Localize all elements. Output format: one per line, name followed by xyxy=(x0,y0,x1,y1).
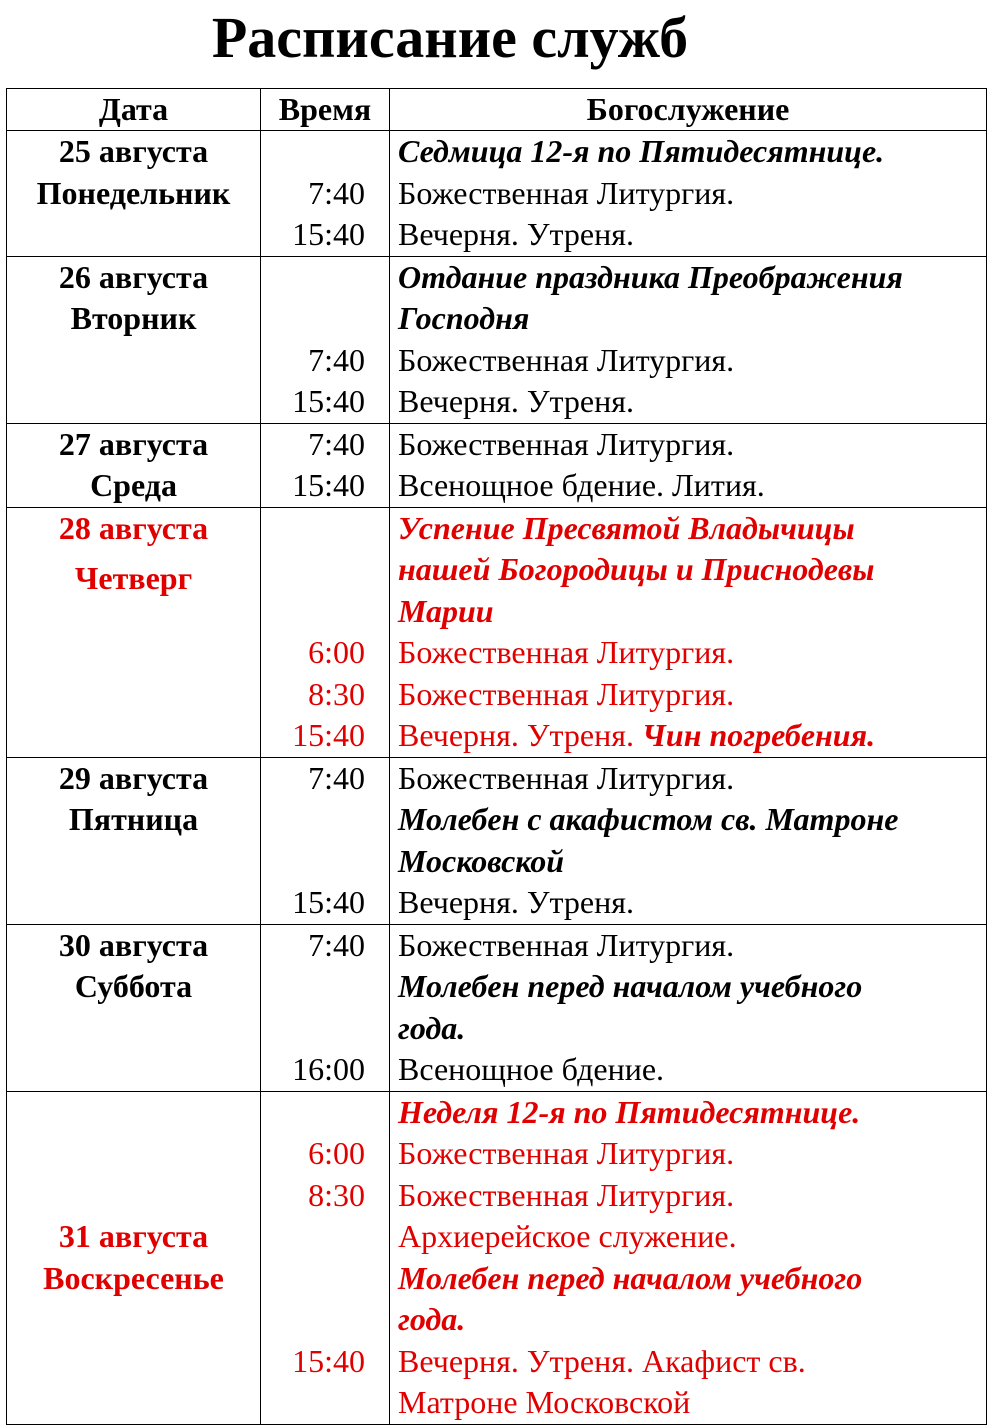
service-time: 7:40 xyxy=(308,926,365,963)
service-text: Вечерня. Утреня. xyxy=(398,884,634,920)
service-text: Вечерня. Утреня. xyxy=(398,216,634,252)
service-time: 15:40 xyxy=(292,216,365,252)
service-text: Божественная Литургия. xyxy=(398,759,735,796)
service-time: 15:40 xyxy=(292,884,365,920)
date-day: 28 августа xyxy=(58,509,209,546)
date-weekday: Вторник xyxy=(70,300,197,336)
service-time xyxy=(261,257,365,299)
service-cell xyxy=(390,1091,987,1424)
service-line xyxy=(398,1049,986,1091)
date-cell xyxy=(7,757,261,924)
service-time: 6:00 xyxy=(308,1135,365,1171)
service-text: нашей Богородицы и Приснодевы xyxy=(398,551,875,587)
service-text: Божественная Литургия. xyxy=(398,341,735,378)
time-cell xyxy=(261,507,390,757)
schedule-table xyxy=(6,88,987,1425)
service-text: Седмица 12-я по Пятидесятнице. xyxy=(398,133,885,169)
service-time xyxy=(261,1092,365,1134)
date-weekday: Пятница xyxy=(68,801,199,837)
time-cell xyxy=(261,423,390,507)
service-text: Вечерня. Утреня. xyxy=(398,717,642,753)
service-line xyxy=(398,1092,986,1134)
schedule-row xyxy=(7,131,987,257)
service-line xyxy=(398,632,986,674)
service-time: 7:40 xyxy=(308,341,365,378)
date-weekday: Понедельник xyxy=(36,174,231,211)
service-time xyxy=(261,1382,365,1424)
service-line xyxy=(398,508,986,550)
service-text: Божественная Литургия. xyxy=(398,926,735,963)
service-line xyxy=(398,882,986,924)
service-cell xyxy=(390,423,987,507)
service-time xyxy=(261,1258,365,1300)
service-time: 7:40 xyxy=(308,174,365,211)
service-time xyxy=(261,131,365,173)
service-line xyxy=(398,465,986,507)
date-day: 30 августа xyxy=(58,926,209,963)
schedule-row xyxy=(7,1091,987,1424)
time-cell xyxy=(261,757,390,924)
date-day: 29 августа xyxy=(58,759,209,796)
service-time: 6:00 xyxy=(308,634,365,670)
date-day: 31 августа xyxy=(58,1218,209,1254)
service-time xyxy=(261,799,365,841)
service-line xyxy=(398,298,986,340)
service-line xyxy=(398,340,986,382)
service-time: 15:40 xyxy=(292,383,365,419)
service-time: 16:00 xyxy=(292,1051,365,1087)
service-time: 7:40 xyxy=(308,759,365,796)
service-time: 7:40 xyxy=(308,425,365,462)
service-line xyxy=(398,549,986,591)
service-text: Божественная Литургия. xyxy=(398,675,735,712)
schedule-row xyxy=(7,507,987,757)
service-text: Марии xyxy=(398,592,494,629)
service-time: 15:40 xyxy=(292,717,365,753)
service-text: Архиерейское служение. xyxy=(398,1218,737,1254)
service-line xyxy=(398,1175,986,1217)
service-line xyxy=(398,257,986,299)
date-day: 27 августа xyxy=(58,425,209,462)
service-line xyxy=(398,1216,986,1258)
service-text: Матроне Московской xyxy=(398,1384,691,1420)
service-line xyxy=(398,1258,986,1300)
service-line xyxy=(398,674,986,716)
service-text-emphasis: Чин погребения. xyxy=(641,717,876,753)
service-line xyxy=(398,966,986,1008)
service-text: Молебен перед началом учебного xyxy=(398,1259,863,1296)
date-cell xyxy=(7,131,261,257)
service-line xyxy=(398,131,986,173)
service-line xyxy=(398,381,986,423)
service-line xyxy=(398,1299,986,1341)
date-weekday: Среда xyxy=(90,467,177,503)
date-cell xyxy=(7,507,261,757)
service-line xyxy=(398,591,986,633)
service-cell xyxy=(390,507,987,757)
date-cell xyxy=(7,924,261,1091)
date-weekday: Четверг xyxy=(74,560,193,596)
service-text: Молебен перед началом учебного xyxy=(398,968,863,1004)
service-text: года. xyxy=(398,1301,466,1337)
service-text: Господня xyxy=(398,300,530,336)
service-line xyxy=(398,799,986,841)
page-title: Расписание служб xyxy=(211,5,689,70)
table-header-row xyxy=(7,89,987,131)
time-cell xyxy=(261,1091,390,1424)
time-cell xyxy=(261,256,390,423)
service-text: Отдание праздника Преображения xyxy=(398,258,903,295)
schedule-row xyxy=(7,757,987,924)
service-text: Всенощное бдение. Лития. xyxy=(398,467,765,503)
service-text: Неделя 12-я по Пятидесятнице. xyxy=(398,1093,861,1130)
service-cell xyxy=(390,924,987,1091)
service-time: 8:30 xyxy=(308,675,365,712)
service-cell xyxy=(390,256,987,423)
schedule-row xyxy=(7,256,987,423)
service-text: Успение Пресвятой Владычицы xyxy=(398,509,855,546)
service-line xyxy=(398,1008,986,1050)
service-text: Вечерня. Утреня. xyxy=(398,383,634,419)
date-day: 26 августа xyxy=(58,258,209,295)
date-cell xyxy=(7,423,261,507)
date-day: 25 августа xyxy=(58,133,209,169)
date-weekday: Суббота xyxy=(74,968,193,1004)
service-text: Божественная Литургия. xyxy=(398,425,735,462)
service-line xyxy=(398,1382,986,1424)
service-text: Московской xyxy=(398,842,565,879)
time-cell xyxy=(261,924,390,1091)
service-line xyxy=(398,1341,986,1383)
service-time: 8:30 xyxy=(308,1176,365,1213)
date-weekday: Воскресенье xyxy=(43,1259,224,1296)
service-time xyxy=(261,298,365,340)
time-cell xyxy=(261,131,390,257)
service-text: Молебен с акафистом св. Матроне xyxy=(398,801,899,837)
service-time: 15:40 xyxy=(292,1342,365,1379)
service-time xyxy=(261,591,365,633)
service-line xyxy=(398,841,986,883)
service-line xyxy=(398,758,986,800)
service-cell xyxy=(390,757,987,924)
service-text: Божественная Литургия. xyxy=(398,174,735,211)
service-line xyxy=(398,173,986,215)
service-time xyxy=(261,841,365,883)
service-time xyxy=(261,1008,365,1050)
service-text: Божественная Литургия. xyxy=(398,634,735,670)
service-time xyxy=(261,1216,365,1258)
date-cell xyxy=(7,256,261,423)
service-text: года. xyxy=(398,1009,466,1046)
service-time xyxy=(261,966,365,1008)
service-time xyxy=(261,1299,365,1341)
header-date: Дата xyxy=(7,89,261,131)
service-text: Вечерня. Утреня. Акафист св. xyxy=(398,1342,806,1379)
service-line xyxy=(398,715,986,757)
service-line xyxy=(398,214,986,256)
service-time xyxy=(261,508,365,550)
service-line xyxy=(398,925,986,967)
service-line xyxy=(398,424,986,466)
service-time: 15:40 xyxy=(292,467,365,503)
service-time xyxy=(261,549,365,591)
header-service: Богослужение xyxy=(390,89,987,131)
date-cell xyxy=(7,1091,261,1424)
service-text: Божественная Литургия. xyxy=(398,1135,735,1171)
header-time: Время xyxy=(261,89,390,131)
schedule-row xyxy=(7,924,987,1091)
service-line xyxy=(398,1133,986,1175)
service-cell xyxy=(390,131,987,257)
service-text: Божественная Литургия. xyxy=(398,1176,735,1213)
service-text: Всенощное бдение. xyxy=(398,1051,665,1087)
schedule-row xyxy=(7,423,987,507)
